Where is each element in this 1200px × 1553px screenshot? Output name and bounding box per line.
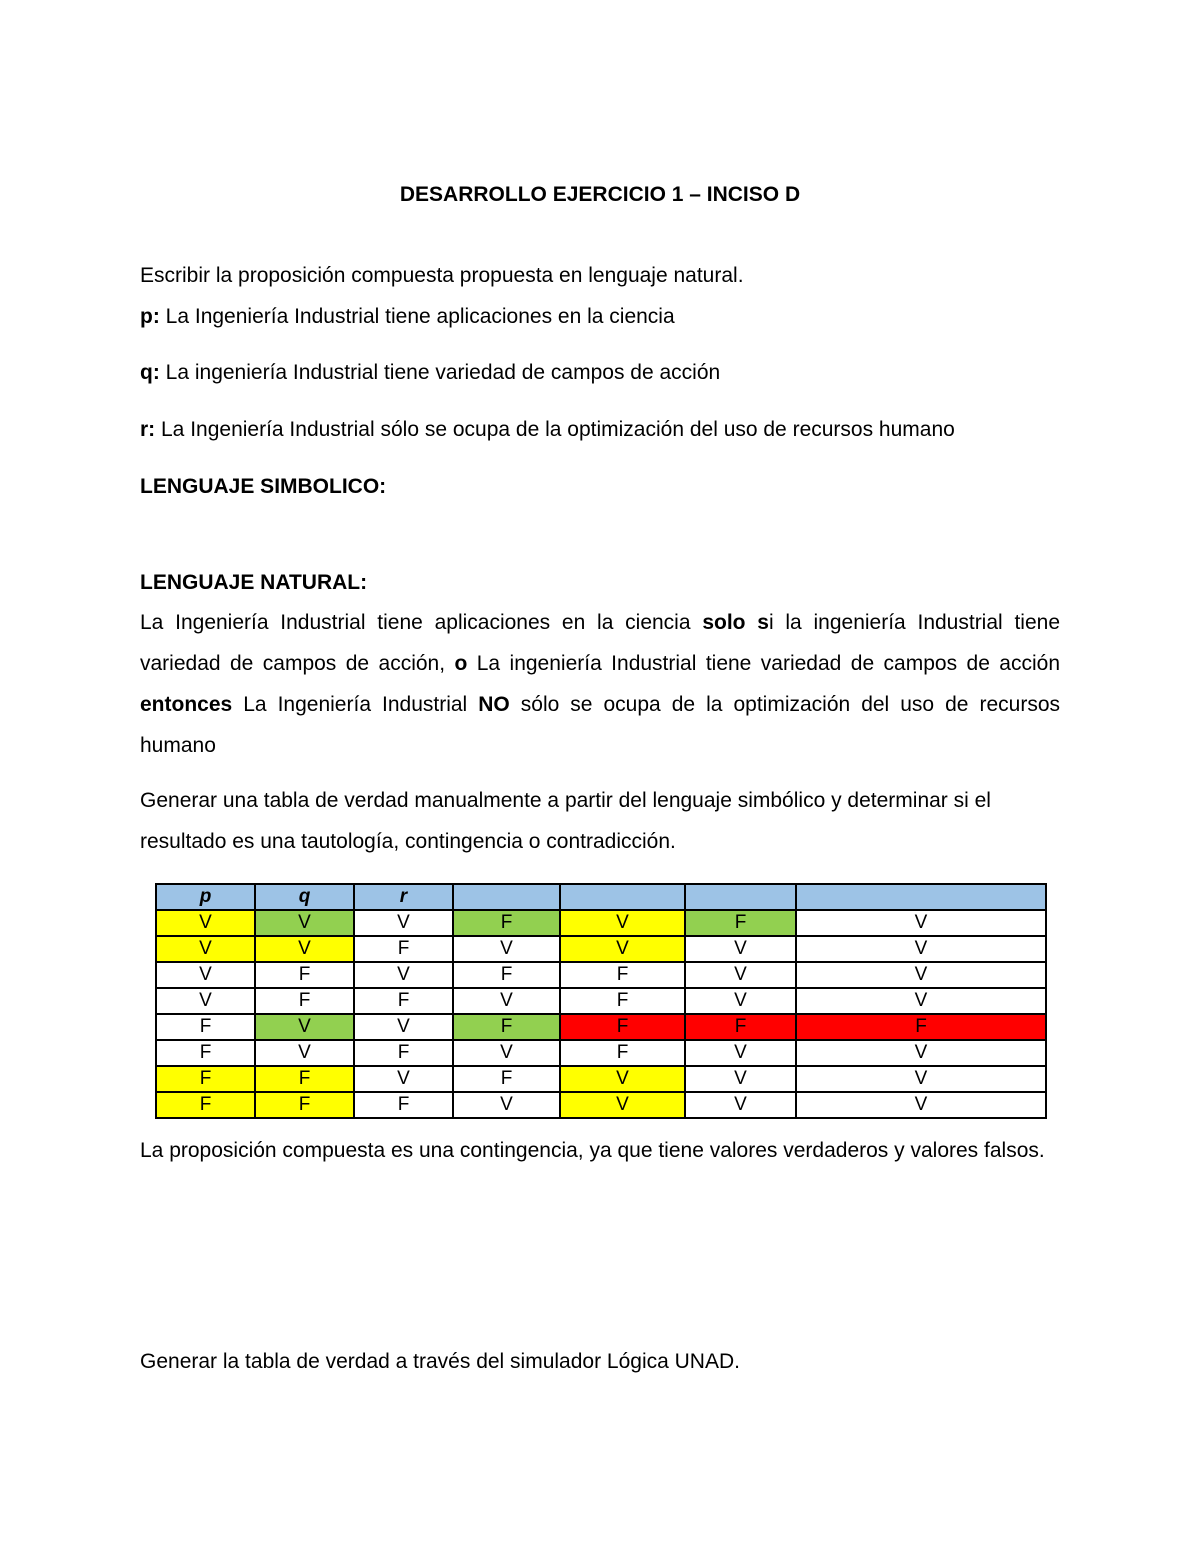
table-cell: V — [685, 1040, 796, 1066]
table-cell: V — [453, 1040, 560, 1066]
truth-table — [155, 883, 1047, 1119]
table-cell: V — [453, 988, 560, 1014]
table-row — [156, 910, 1046, 936]
table-cell: V — [453, 1092, 560, 1118]
table-cell: F — [156, 1066, 255, 1092]
header-cell: p — [156, 884, 255, 910]
natural-language-paragraph — [140, 602, 1060, 766]
table-cell: V — [453, 936, 560, 962]
header-cell — [685, 884, 796, 910]
table-cell: F — [156, 1014, 255, 1040]
table-cell: V — [354, 1066, 453, 1092]
table-cell: V — [255, 910, 354, 936]
table-cell: V — [796, 1040, 1046, 1066]
table-cell: F — [354, 1092, 453, 1118]
proposition-text: La Ingeniería Industrial sólo se ocupa de la optimización del uso de recursos humano — [155, 418, 955, 441]
table-row — [156, 988, 1046, 1014]
table-row — [156, 936, 1046, 962]
table-cell: F — [255, 988, 354, 1014]
table-cell: V — [354, 1014, 453, 1040]
header-cell — [796, 884, 1046, 910]
header-cell — [453, 884, 560, 910]
connector-solo-si: solo s — [702, 611, 769, 634]
connector-no: NO — [478, 693, 510, 716]
table-cell: F — [354, 936, 453, 962]
instruction-paragraph: Generar una tabla de verdad manualmente a partir del lenguaje simbólico y determinar si el resultado es una tautología, contingencia o contradicción. — [140, 789, 991, 853]
table-cell: V — [560, 910, 685, 936]
table-cell: V — [156, 962, 255, 988]
natural-text: sólo se ocupa de la optimización del uso de recursos humano — [140, 693, 1061, 757]
table-row — [156, 1040, 1046, 1066]
table-cell: F — [560, 962, 685, 988]
conclusion-paragraph: La proposición compuesta es una contingencia, ya que tiene valores verdaderos y valores falsos. — [140, 1139, 1045, 1162]
table-cell: V — [685, 1066, 796, 1092]
table-cell: F — [560, 988, 685, 1014]
natural-text: La Ingeniería Industrial tiene aplicaciones en la ciencia — [140, 611, 703, 634]
header-cell: r — [354, 884, 453, 910]
table-cell: V — [354, 962, 453, 988]
intro-text: Escribir la proposición compuesta propuesta en lenguaje natural. — [140, 264, 744, 287]
proposition-q — [140, 361, 1060, 385]
truth-table-body — [156, 910, 1046, 1118]
table-cell: F — [560, 1040, 685, 1066]
table-cell: V — [685, 988, 796, 1014]
table-cell: V — [796, 988, 1046, 1014]
table-cell: V — [796, 962, 1046, 988]
proposition-p — [140, 305, 1060, 329]
table-cell: V — [685, 936, 796, 962]
connector-o: o — [454, 652, 468, 675]
heading-natural: LENGUAJE NATURAL: — [140, 571, 368, 594]
table-cell: V — [685, 1092, 796, 1118]
truth-table-header-row — [156, 884, 1046, 910]
natural-text: La Ingeniería Industrial — [232, 693, 479, 716]
header-cell — [560, 884, 685, 910]
table-cell: F — [156, 1040, 255, 1066]
table-row — [156, 962, 1046, 988]
table-cell: V — [156, 936, 255, 962]
table-cell: F — [453, 910, 560, 936]
table-cell: V — [354, 910, 453, 936]
table-cell: V — [796, 936, 1046, 962]
heading-symbolic: LENGUAJE SIMBOLICO: — [140, 475, 387, 498]
proposition-text: La ingeniería Industrial tiene variedad de campos de acción — [159, 361, 721, 384]
header-cell: q — [255, 884, 354, 910]
natural-text: La ingeniería Industrial tiene variedad de campos de acción — [467, 652, 1061, 675]
table-cell: V — [560, 936, 685, 962]
table-cell: V — [156, 910, 255, 936]
table-cell: V — [560, 1092, 685, 1118]
table-cell: V — [560, 1066, 685, 1092]
table-cell: F — [453, 1014, 560, 1040]
table-cell: F — [354, 1040, 453, 1066]
table-cell: V — [255, 936, 354, 962]
natural-text: i la ingeniería Industrial tiene variedad de campos de acción, — [140, 611, 1061, 675]
proposition-text: La Ingeniería Industrial tiene aplicaciones en la ciencia — [159, 305, 675, 328]
table-cell: F — [796, 1014, 1046, 1040]
table-cell: V — [255, 1014, 354, 1040]
table-cell: V — [796, 1092, 1046, 1118]
table-cell: V — [685, 962, 796, 988]
proposition-key: r: — [140, 418, 156, 441]
proposition-key: q: — [140, 361, 160, 384]
table-cell: F — [156, 1092, 255, 1118]
table-cell: V — [156, 988, 255, 1014]
table-row — [156, 1092, 1046, 1118]
simulator-instruction: Generar la tabla de verdad a través del simulador Lógica UNAD. — [140, 1350, 740, 1373]
table-row — [156, 1066, 1046, 1092]
table-cell: F — [255, 962, 354, 988]
table-cell: F — [685, 1014, 796, 1040]
table-cell: F — [453, 962, 560, 988]
table-row — [156, 1014, 1046, 1040]
table-cell: F — [685, 910, 796, 936]
connector-entonces: entonces — [140, 693, 233, 716]
proposition-key: p: — [140, 305, 160, 328]
table-cell: V — [796, 910, 1046, 936]
table-cell: F — [255, 1066, 354, 1092]
table-cell: F — [560, 1014, 685, 1040]
table-cell: F — [255, 1092, 354, 1118]
table-cell: V — [255, 1040, 354, 1066]
table-cell: F — [453, 1066, 560, 1092]
table-cell: V — [796, 1066, 1046, 1092]
table-cell: F — [354, 988, 453, 1014]
proposition-r — [140, 418, 1060, 442]
page-title: DESARROLLO EJERCICIO 1 – INCISO D — [399, 183, 801, 206]
